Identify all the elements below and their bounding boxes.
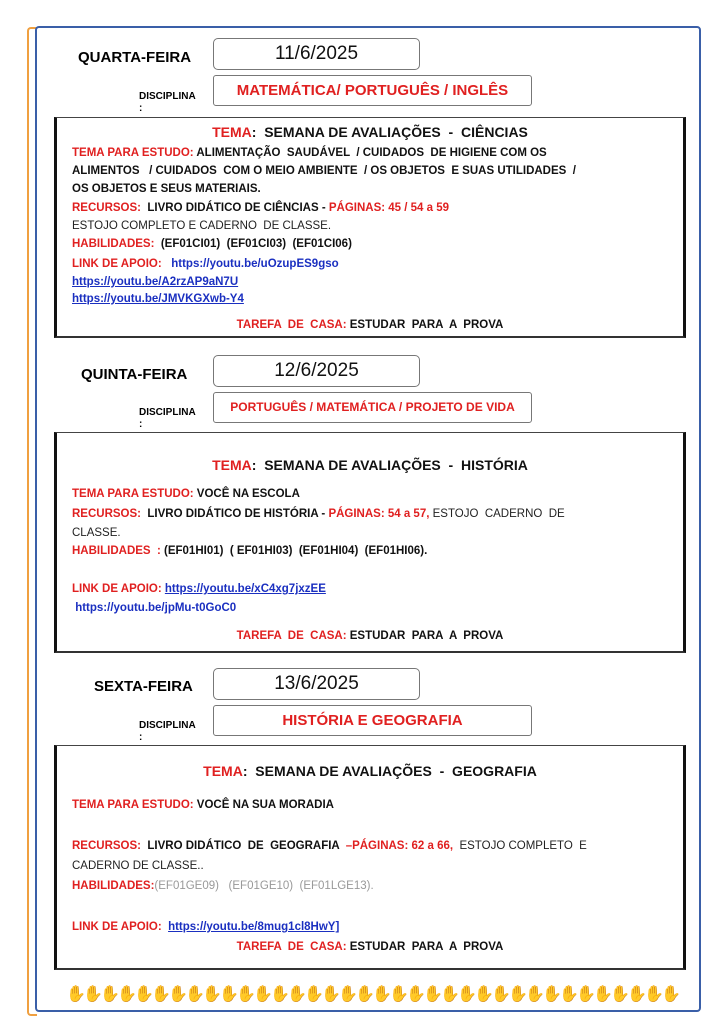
hand-icon: ✋ bbox=[151, 984, 171, 1003]
hand-icon: ✋ bbox=[372, 984, 392, 1003]
hand-icon: ✋ bbox=[287, 984, 307, 1003]
lesson-line bbox=[72, 545, 427, 557]
field-value: CADERNO DE CLASSE.. bbox=[72, 860, 204, 872]
date-field: 12/6/2025 bbox=[213, 355, 420, 387]
field-label: TAREFA DE CASA: bbox=[236, 319, 350, 331]
hand-icon: ✋ bbox=[66, 984, 86, 1003]
link[interactable]: https://youtu.be/JMVKGXwb-Y4 bbox=[72, 293, 244, 305]
hand-icon: ✋ bbox=[134, 984, 154, 1003]
hand-icon: ✋ bbox=[202, 984, 222, 1003]
lesson-line bbox=[72, 840, 587, 852]
hand-icon: ✋ bbox=[185, 984, 205, 1003]
field-value: LIVRO DIDÁTICO DE GEOGRAFIA bbox=[147, 840, 346, 852]
disciplina-colon: : bbox=[139, 732, 143, 743]
field-label: LINK DE APOIO: bbox=[72, 583, 165, 595]
field-label: RECURSOS: bbox=[72, 202, 148, 214]
disciplina-label: DISCIPLINA bbox=[139, 720, 196, 731]
lesson-box bbox=[54, 432, 686, 653]
field-value: LIVRO DIDÁTICO DE CIÊNCIAS - bbox=[147, 202, 329, 214]
field-label: PÁGINAS: 45 / 54 a 59 bbox=[328, 202, 450, 214]
field-label: RECURSOS: bbox=[72, 508, 148, 520]
field-label: TEMA bbox=[212, 124, 252, 140]
lesson-line bbox=[72, 202, 449, 214]
field-value: ESTOJO CADERNO DE bbox=[432, 508, 565, 520]
lesson-line bbox=[72, 165, 576, 177]
lesson-line bbox=[72, 583, 326, 595]
hand-icon: ✋ bbox=[474, 984, 494, 1003]
day-name: SEXTA-FEIRA bbox=[94, 678, 193, 695]
hand-icon: ✋ bbox=[525, 984, 545, 1003]
hand-icon: ✋ bbox=[610, 984, 630, 1003]
hand-icon: ✋ bbox=[236, 984, 256, 1003]
field-label: RECURSOS: bbox=[72, 840, 148, 852]
field-label: HABILIDADES: bbox=[72, 238, 158, 250]
field-label: LINK DE APOIO: bbox=[72, 921, 169, 933]
lesson-line bbox=[72, 238, 352, 250]
hand-icon: ✋ bbox=[304, 984, 324, 1003]
disciplina-field: HISTÓRIA E GEOGRAFIA bbox=[213, 705, 532, 736]
lesson-line bbox=[72, 860, 204, 872]
day-name: QUINTA-FEIRA bbox=[81, 366, 188, 383]
field-label: TEMA PARA ESTUDO: bbox=[72, 147, 197, 159]
lesson-line bbox=[72, 527, 121, 539]
lesson-line bbox=[72, 276, 238, 288]
field-value: ALIMENTOS / CUIDADOS COM O MEIO AMBIENTE / OS OBJETOS E SUAS UTILIDADES / bbox=[72, 165, 576, 177]
field-value: ESTUDAR PARA A PROVA bbox=[349, 941, 504, 953]
date-field: 13/6/2025 bbox=[213, 668, 420, 700]
field-value: ESTUDAR PARA A PROVA bbox=[349, 319, 504, 331]
field-value: VOCÊ NA ESCOLA bbox=[196, 488, 300, 500]
hand-icon: ✋ bbox=[457, 984, 477, 1003]
hand-icon: ✋ bbox=[559, 984, 579, 1003]
lesson-line bbox=[72, 799, 334, 811]
lesson-line bbox=[72, 880, 374, 892]
link[interactable]: https://youtu.be/A2rzAP9aN7U bbox=[72, 276, 239, 288]
field-value: ESTUDAR PARA A PROVA bbox=[349, 630, 504, 642]
hand-icon: ✋ bbox=[168, 984, 188, 1003]
field-value: (EF01HI01) ( EF01HI03) (EF01HI04) (EF01HI06). bbox=[164, 545, 428, 557]
hand-icon: ✋ bbox=[253, 984, 273, 1003]
field-label: TAREFA DE CASA: bbox=[236, 941, 350, 953]
field-value: VOCÊ NA SUA MORADIA bbox=[196, 799, 334, 811]
disciplina-colon: : bbox=[139, 103, 143, 114]
disciplina-field: MATEMÁTICA/ PORTUGUÊS / INGLÊS bbox=[213, 75, 532, 106]
disciplina-colon: : bbox=[139, 419, 143, 430]
lesson-line bbox=[72, 220, 331, 232]
disciplina-field: PORTUGUÊS / MATEMÁTICA / PROJETO DE VIDA bbox=[213, 392, 532, 423]
link[interactable]: https://youtu.be/jpMu-t0GoC0 bbox=[72, 602, 237, 614]
hand-icon: ✋ bbox=[440, 984, 460, 1003]
hand-icon: ✋ bbox=[423, 984, 443, 1003]
homework-line bbox=[57, 319, 683, 331]
lesson-line bbox=[72, 921, 339, 933]
lesson-line bbox=[72, 488, 300, 500]
disciplina-label: DISCIPLINA bbox=[139, 91, 196, 102]
field-value: ESTOJO COMPLETO E bbox=[459, 840, 587, 852]
link[interactable]: https://youtu.be/8mug1cl8HwY] bbox=[168, 921, 340, 933]
lesson-line bbox=[72, 258, 339, 270]
link[interactable]: https://youtu.be/xC4xg7jxzEE bbox=[164, 583, 326, 595]
lesson-theme bbox=[57, 763, 683, 779]
hand-icon: ✋ bbox=[661, 984, 681, 1003]
field-label: TEMA PARA ESTUDO: bbox=[72, 488, 197, 500]
hand-icon: ✋ bbox=[389, 984, 409, 1003]
hand-icon: ✋ bbox=[117, 984, 137, 1003]
field-label: –PÁGINAS: 62 a 66, bbox=[345, 840, 460, 852]
hand-icon: ✋ bbox=[406, 984, 426, 1003]
field-value: LIVRO DIDÁTICO DE HISTÓRIA - bbox=[147, 508, 329, 520]
hand-icon: ✋ bbox=[508, 984, 528, 1003]
lesson-line bbox=[72, 293, 244, 305]
hand-icon: ✋ bbox=[321, 984, 341, 1003]
field-value: ALIMENTAÇÃO SAUDÁVEL / CUIDADOS DE HIGIENE COM OS bbox=[196, 147, 547, 159]
field-value: (EF01CI01) (EF01CI03) (EF01CI06) bbox=[157, 238, 352, 250]
lesson-line bbox=[72, 602, 236, 614]
hands-border bbox=[66, 984, 681, 1006]
homework-line bbox=[57, 941, 683, 953]
lesson-theme bbox=[57, 124, 683, 140]
field-value: ESTOJO COMPLETO E CADERNO DE CLASSE. bbox=[72, 220, 332, 232]
hand-icon: ✋ bbox=[270, 984, 290, 1003]
hand-icon: ✋ bbox=[338, 984, 358, 1003]
field-value: : SEMANA DE AVALIAÇÕES - CIÊNCIAS bbox=[251, 124, 528, 140]
field-label: TAREFA DE CASA: bbox=[236, 630, 350, 642]
date-field: 11/6/2025 bbox=[213, 38, 420, 70]
field-label: HABILIDADES : bbox=[72, 545, 164, 557]
field-label: HABILIDADES: bbox=[72, 880, 155, 892]
field-label: PÁGINAS: 54 a 57, bbox=[328, 508, 433, 520]
field-label: LINK DE APOIO: bbox=[72, 258, 172, 270]
lesson-line bbox=[72, 147, 547, 159]
hand-icon: ✋ bbox=[219, 984, 239, 1003]
lesson-line bbox=[72, 183, 261, 195]
field-value: : SEMANA DE AVALIAÇÕES - GEOGRAFIA bbox=[242, 763, 537, 779]
hand-icon: ✋ bbox=[355, 984, 375, 1003]
hand-icon: ✋ bbox=[491, 984, 511, 1003]
field-value: CLASSE. bbox=[72, 527, 121, 539]
lesson-box bbox=[54, 117, 686, 338]
field-label: TEMA bbox=[203, 763, 243, 779]
hand-icon: ✋ bbox=[627, 984, 647, 1003]
lesson-theme bbox=[57, 457, 683, 473]
day-name: QUARTA-FEIRA bbox=[78, 49, 192, 66]
field-label: TEMA PARA ESTUDO: bbox=[72, 799, 197, 811]
hand-icon: ✋ bbox=[644, 984, 664, 1003]
link[interactable]: https://youtu.be/uOzupES9gso bbox=[171, 258, 339, 270]
lesson-box bbox=[54, 745, 686, 970]
hand-icon: ✋ bbox=[100, 984, 120, 1003]
homework-line bbox=[57, 630, 683, 642]
field-label: TEMA bbox=[212, 457, 252, 473]
lesson-line bbox=[72, 508, 565, 520]
hand-icon: ✋ bbox=[542, 984, 562, 1003]
disciplina-label: DISCIPLINA bbox=[139, 407, 196, 418]
hand-icon: ✋ bbox=[83, 984, 103, 1003]
field-value: OS OBJETOS E SEUS MATERIAIS. bbox=[72, 183, 261, 195]
hand-icon: ✋ bbox=[576, 984, 596, 1003]
field-value: : SEMANA DE AVALIAÇÕES - HISTÓRIA bbox=[251, 457, 528, 473]
hand-icon: ✋ bbox=[593, 984, 613, 1003]
field-value: (EF01GE09) (EF01GE10) (EF01LGE13). bbox=[154, 880, 374, 892]
